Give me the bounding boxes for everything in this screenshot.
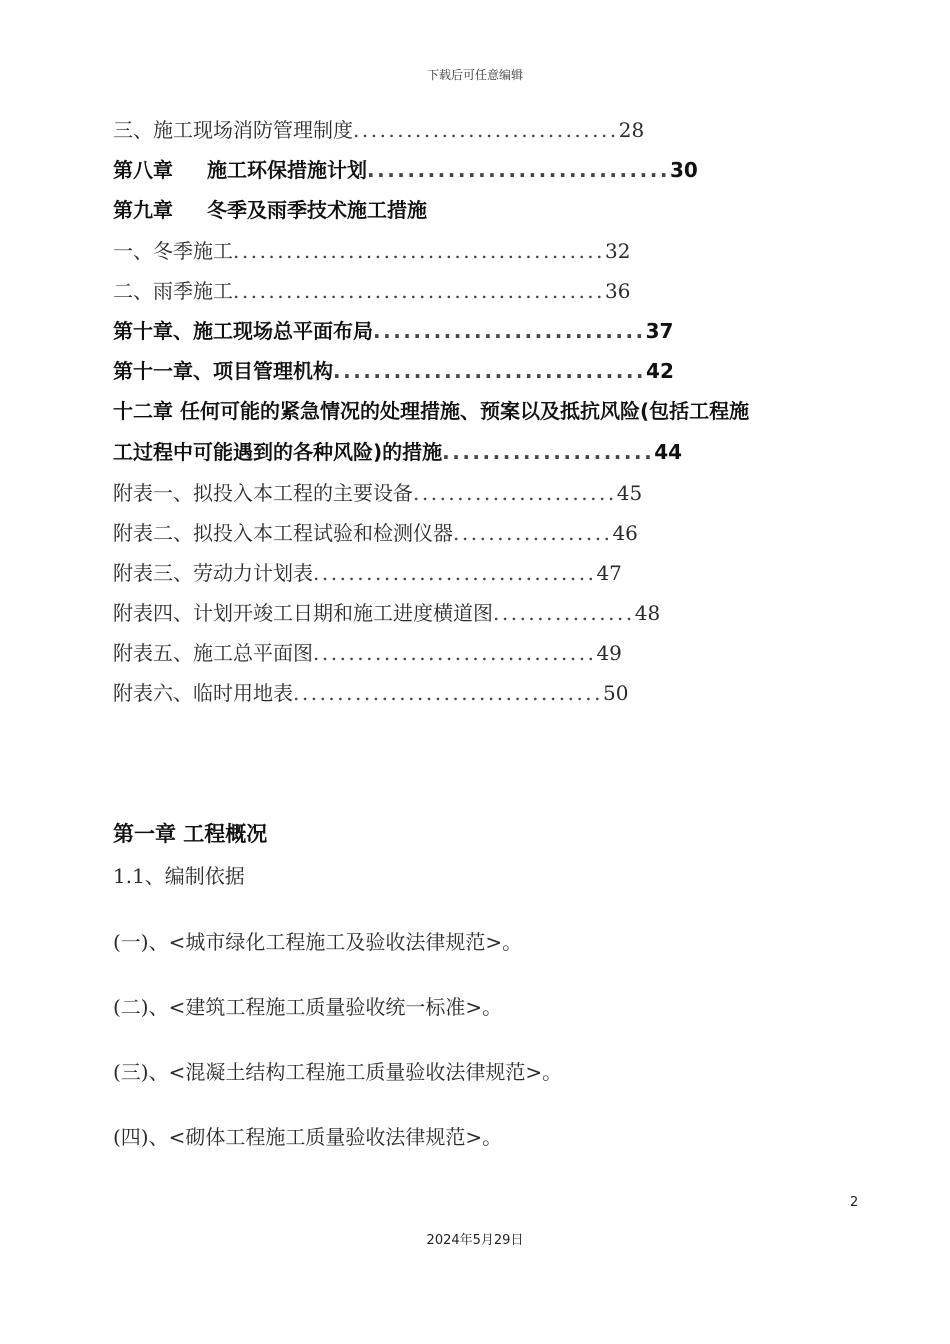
toc-page-number: 50 — [603, 681, 629, 706]
toc-page-number: 30 — [669, 158, 698, 183]
toc-entry-title: 附表六、临时用地表 — [113, 681, 293, 706]
section-heading: 1.1、编制依据 — [113, 864, 245, 888]
page-footer-date: 2024年5月29日 — [426, 1233, 524, 1248]
page-number: 2 — [850, 1195, 859, 1210]
toc-entry-title: 附表一、拟投入本工程的主要设备 — [113, 480, 413, 505]
toc-chapter-label: 第九章 — [113, 198, 173, 223]
toc-entry[interactable] — [113, 114, 873, 154]
toc-entry[interactable] — [113, 477, 873, 517]
toc-leader-dots: ....................... — [413, 480, 617, 505]
toc-entry-title: 附表四、计划开竣工日期和施工进度横道图 — [113, 601, 493, 626]
toc-entry-title: 第十章、施工现场总平面布局 — [113, 318, 373, 343]
toc-page-number: 37 — [645, 318, 674, 343]
toc-entry-title: 附表三、劳动力计划表 — [113, 560, 313, 585]
toc-entry[interactable] — [113, 235, 873, 275]
toc-entry-title: 工过程中可能遇到的各种风险)的措施 — [113, 440, 443, 465]
toc-leader-dots: ................ — [493, 601, 635, 626]
toc-entry[interactable] — [113, 275, 873, 315]
toc-page-number: 47 — [596, 560, 622, 585]
toc-leader-dots: .............................. — [367, 158, 670, 183]
page-header: 下载后可任意编辑 — [426, 68, 523, 82]
toc-entry[interactable] — [113, 517, 873, 557]
toc-leader-dots: ................................ — [313, 641, 597, 666]
toc-entry-title: 施工环保措施计划 — [207, 158, 367, 183]
toc-page-number: 45 — [616, 480, 643, 505]
toc-entry[interactable] — [113, 154, 873, 194]
toc-page-number: 32 — [605, 238, 631, 263]
reference-item: (二)、<建筑工程施工质量验收统一标准>。 — [113, 995, 503, 1019]
toc-entry[interactable] — [113, 597, 873, 637]
toc-leader-dots: .................. — [453, 520, 613, 545]
toc-leader-dots: ................................... — [293, 681, 604, 706]
toc-entry[interactable] — [113, 395, 873, 436]
toc-page-number: 48 — [634, 601, 661, 626]
toc-chapter-label: 第八章 — [113, 158, 173, 183]
reference-item: (四)、<砌体工程施工质量验收法律规范>。 — [113, 1125, 503, 1149]
toc-entry[interactable] — [113, 194, 873, 234]
toc-leader-dots: .......................................... — [233, 238, 606, 263]
toc-page-number: 44 — [654, 440, 683, 465]
reference-item: (三)、<混凝土结构工程施工质量验收法律规范>。 — [113, 1060, 563, 1084]
toc-entry-title: 附表五、施工总平面图 — [113, 641, 313, 666]
toc-page-number: 46 — [612, 520, 638, 545]
toc-entry-title: 十二章 任何可能的紧急情况的处理措施、预案以及抵抗风险(包括工程施 — [113, 399, 750, 424]
toc-leader-dots: ..................... — [442, 440, 655, 465]
toc-leader-dots: .......................................... — [233, 278, 606, 303]
toc-entry-title: 附表二、拟投入本工程试验和检测仪器 — [113, 520, 453, 545]
toc-page-number: 28 — [618, 118, 645, 142]
toc-leader-dots: ........................... — [373, 318, 646, 343]
table-of-contents — [113, 114, 873, 718]
toc-entry-title: 一、冬季施工 — [113, 238, 233, 263]
toc-entry-title: 冬季及雨季技术施工措施 — [207, 198, 427, 223]
toc-leader-dots: .............................. — [353, 118, 619, 142]
chapter-heading: 第一章 工程概况 — [113, 822, 268, 846]
toc-entry[interactable] — [113, 557, 873, 597]
toc-entry-title: 第十一章、项目管理机构 — [113, 359, 333, 384]
toc-entry[interactable] — [113, 637, 873, 677]
toc-page-number: 49 — [596, 641, 622, 666]
toc-entry-title: 三、施工现场消防管理制度 — [113, 118, 353, 142]
toc-entry[interactable] — [113, 677, 873, 717]
toc-entry-continuation[interactable] — [113, 436, 873, 476]
toc-entry[interactable] — [113, 315, 873, 355]
toc-entry-title: 二、雨季施工 — [113, 278, 233, 303]
toc-page-number: 36 — [605, 278, 631, 303]
reference-item: (一)、<城市绿化工程施工及验收法律规范>。 — [113, 930, 523, 954]
toc-page-number: 42 — [646, 359, 674, 384]
toc-leader-dots: ................................ — [313, 560, 597, 585]
toc-leader-dots: ............................... — [333, 359, 647, 384]
toc-entry[interactable] — [113, 355, 873, 395]
